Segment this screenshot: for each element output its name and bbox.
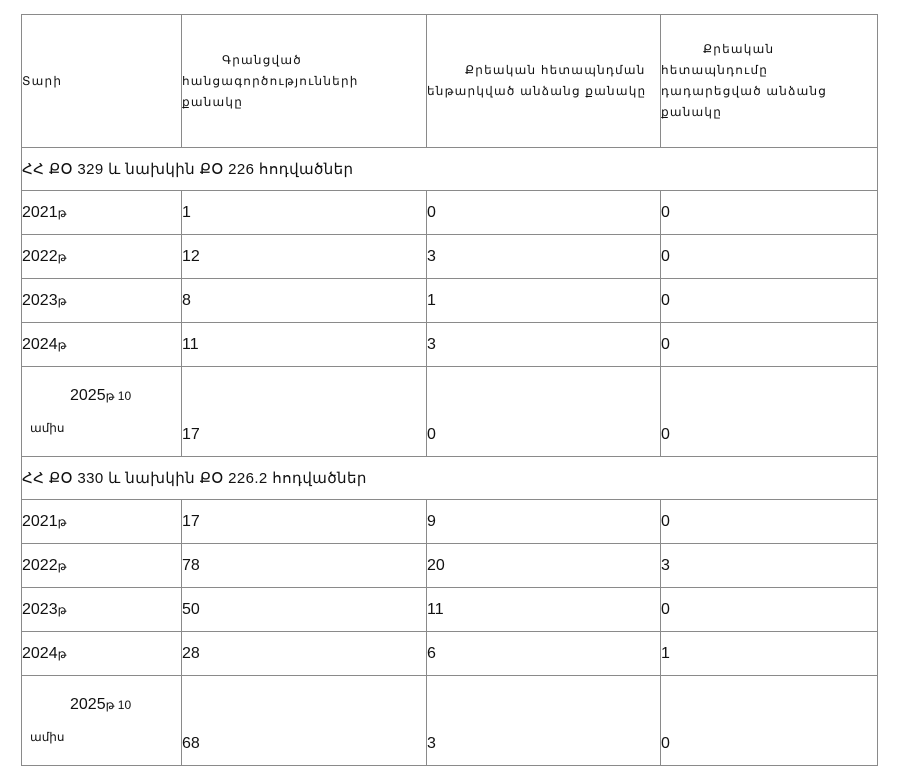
- terminated-count-cell: 0: [661, 676, 878, 766]
- year-value: 2023: [22, 291, 58, 309]
- table-row: [22, 588, 878, 632]
- prosecuted-count-cell: 3: [427, 676, 661, 766]
- year-cell: [22, 367, 182, 457]
- year-suffix: թ: [57, 293, 67, 308]
- year-value: 2023: [22, 600, 58, 618]
- prosecuted-count-cell: 1: [427, 279, 661, 323]
- terminated-count-cell: 0: [661, 323, 878, 367]
- terminated-count-cell: 0: [661, 191, 878, 235]
- header-year: [22, 15, 182, 148]
- header-terminated-line-2: հետապնդումը: [661, 63, 769, 77]
- year-value: 2021: [22, 203, 58, 221]
- registered-count-cell: 1: [182, 191, 427, 235]
- header-registered-line-1: Գրանցված: [222, 52, 302, 67]
- registered-count-cell: 68: [182, 676, 427, 766]
- year-suffix: թ: [57, 646, 67, 661]
- year-cell: [22, 279, 182, 323]
- month-label: ամիս: [30, 729, 65, 744]
- table-row: [22, 323, 878, 367]
- month-label: ամիս: [30, 420, 65, 435]
- header-year-label: Տարի: [22, 73, 63, 88]
- table-row: [22, 279, 878, 323]
- prosecuted-count-cell: 11: [427, 588, 661, 632]
- registered-count-cell: 78: [182, 544, 427, 588]
- table-row: [22, 676, 878, 766]
- section-title: ՀՀ ՔՕ 330 և նախկին ՔՕ 226.2 հոդվածներ: [22, 457, 878, 500]
- terminated-count-cell: 0: [661, 279, 878, 323]
- year-line: [22, 689, 181, 721]
- year-value: 2025: [70, 695, 106, 713]
- year-suffix: թ: [57, 249, 67, 264]
- header-terminated: [661, 15, 878, 148]
- table-row: [22, 235, 878, 279]
- header-prosecuted-line-2: ենթարկված անձանց քանակը: [427, 84, 647, 98]
- prosecuted-count-cell: 3: [427, 235, 661, 279]
- year-value: 2022: [22, 247, 58, 265]
- terminated-count-cell: 0: [661, 235, 878, 279]
- terminated-count-cell: 3: [661, 544, 878, 588]
- year-value: 2025: [70, 386, 106, 404]
- terminated-count-cell: 1: [661, 632, 878, 676]
- registered-count-cell: 8: [182, 279, 427, 323]
- year-value: 2024: [22, 644, 58, 662]
- year-suffix: թ: [57, 514, 67, 529]
- year-cell: [22, 235, 182, 279]
- statistics-table: [21, 14, 878, 766]
- header-registered-line-2: հանցագործությունների: [182, 73, 359, 88]
- year-suffix: թ: [57, 205, 67, 220]
- year-cell: [22, 544, 182, 588]
- prosecuted-count-cell: 0: [427, 191, 661, 235]
- year-value: 2022: [22, 556, 58, 574]
- registered-count-cell: 50: [182, 588, 427, 632]
- table-row: [22, 367, 878, 457]
- year-cell: [22, 500, 182, 544]
- table-row: [22, 191, 878, 235]
- registered-count-cell: 17: [182, 500, 427, 544]
- year-cell: [22, 191, 182, 235]
- year-cell: [22, 632, 182, 676]
- header-terminated-line-1: Քրեական: [703, 42, 775, 56]
- prosecuted-count-cell: 20: [427, 544, 661, 588]
- header-row: [22, 15, 878, 148]
- header-registered-line-3: քանակը: [182, 94, 244, 109]
- year-value: 2024: [22, 335, 58, 353]
- header-prosecuted-line-1: Քրեական հետապնդման: [465, 63, 646, 77]
- prosecuted-count-cell: 9: [427, 500, 661, 544]
- table-row: [22, 544, 878, 588]
- year-suffix: թ 10: [105, 388, 132, 403]
- prosecuted-count-cell: 6: [427, 632, 661, 676]
- year-suffix: թ: [57, 337, 67, 352]
- year-cell: [22, 323, 182, 367]
- terminated-count-cell: 0: [661, 500, 878, 544]
- year-suffix: թ: [57, 602, 67, 617]
- header-terminated-line-4: քանակը: [661, 105, 723, 119]
- section-header-row: [22, 148, 878, 191]
- year-suffix: թ: [57, 558, 67, 573]
- year-value: 2021: [22, 512, 58, 530]
- registered-count-cell: 11: [182, 323, 427, 367]
- prosecuted-count-cell: 0: [427, 367, 661, 457]
- year-cell: [22, 676, 182, 766]
- header-prosecuted: [427, 15, 661, 148]
- year-line: [22, 380, 181, 412]
- registered-count-cell: 28: [182, 632, 427, 676]
- section-header-row: [22, 457, 878, 500]
- table-row: [22, 632, 878, 676]
- year-cell: [22, 588, 182, 632]
- registered-count-cell: 12: [182, 235, 427, 279]
- header-registered: [182, 15, 427, 148]
- year-suffix: թ 10: [105, 697, 132, 712]
- registered-count-cell: 17: [182, 367, 427, 457]
- prosecuted-count-cell: 3: [427, 323, 661, 367]
- terminated-count-cell: 0: [661, 367, 878, 457]
- header-terminated-line-3: դադարեցված անձանց: [661, 84, 828, 98]
- terminated-count-cell: 0: [661, 588, 878, 632]
- section-title: ՀՀ ՔՕ 329 և նախկին ՔՕ 226 հոդվածներ: [22, 148, 878, 191]
- table-row: [22, 500, 878, 544]
